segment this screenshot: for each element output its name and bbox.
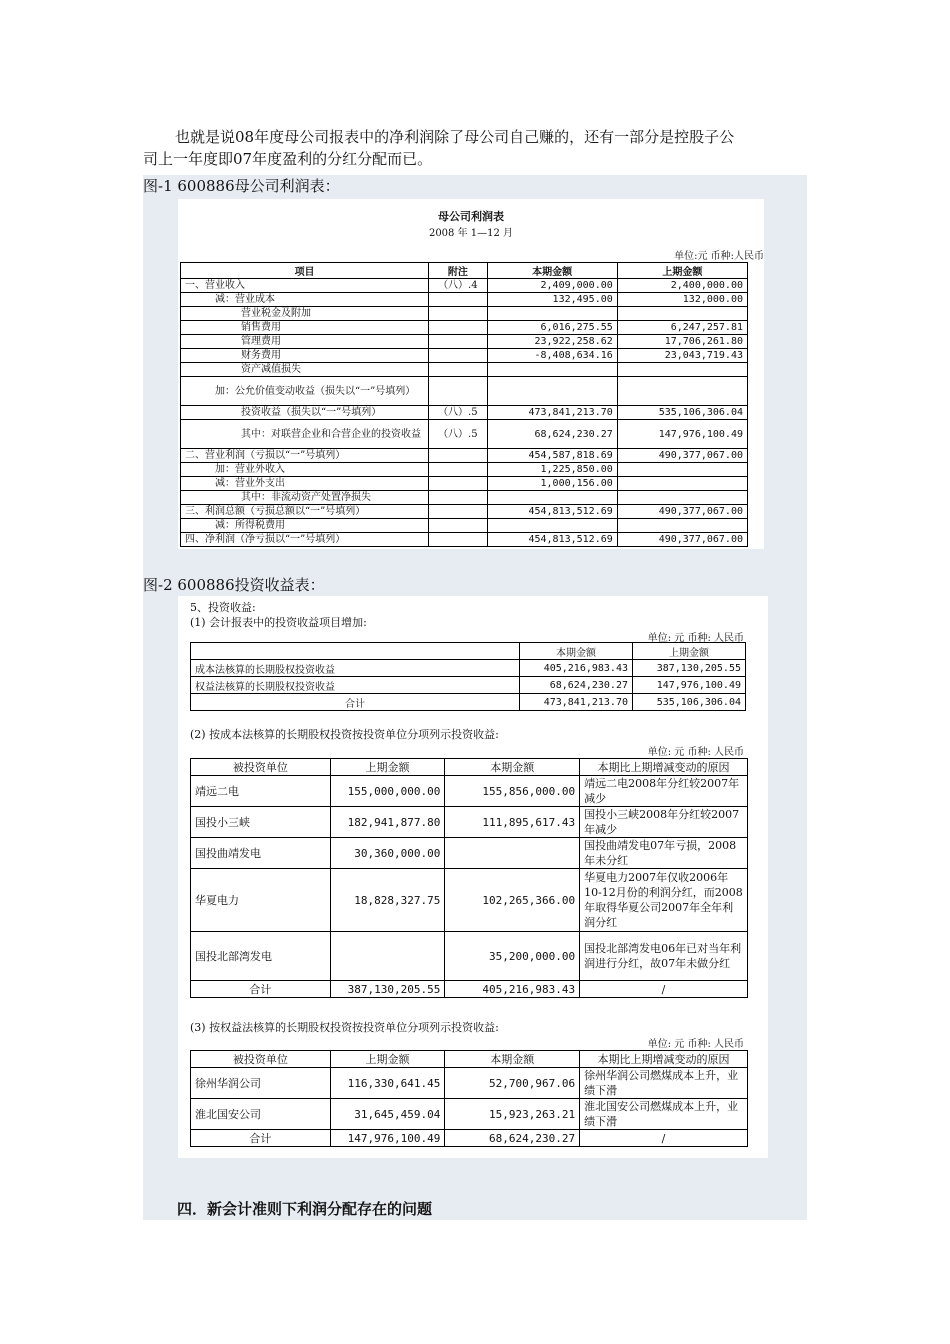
fig1-row-item: 营业税金及附加 [181, 307, 429, 321]
fig2-t2-col-reason: 本期比上期增减变动的原因 [580, 759, 748, 776]
fig2-s2-unit: 单位: 元 币种: 人民币 [647, 747, 744, 758]
t3-row [191, 1099, 748, 1130]
t3-row-name: 淮北国安公司 [191, 1099, 331, 1130]
fig1-row-item: 财务费用 [181, 349, 429, 363]
fig1-row [181, 420, 748, 449]
t3-row-reason: 徐州华润公司燃煤成本上升，业绩下滑 [580, 1068, 748, 1099]
t2-row [191, 776, 748, 807]
fig2-t1-row-previous: 535,106,306.04 [633, 694, 746, 711]
fig1-row-previous: 2,400,000.00 [617, 279, 747, 293]
fig1-row-note [429, 349, 487, 363]
t2-row-previous: 387,130,205.55 [330, 981, 445, 998]
fig1-col-note: 附注 [429, 263, 487, 279]
fig1-row-current: 2,409,000.00 [487, 279, 617, 293]
t2-row-current [445, 838, 580, 869]
fig1-row-current: 132,495.00 [487, 293, 617, 307]
fig1-row-current [487, 491, 617, 505]
fig1-row-previous: 132,000.00 [617, 293, 747, 307]
fig1-income-statement [178, 199, 764, 549]
t2-row-reason: 华夏电力2007年仅收2006年10-12月份的利润分红，而2008年取得华夏公司2007年全年利润分红 [580, 869, 748, 932]
t3-row-reason: 淮北国安公司燃煤成本上升，业绩下滑 [580, 1099, 748, 1130]
fig2-t1-row-name: 权益法核算的长期股权投资收益 [191, 677, 520, 694]
fig1-row-current: 454,813,512.69 [487, 505, 617, 519]
t2-row-name: 国投小三峡 [191, 807, 331, 838]
fig1-row-current: 1,000,156.00 [487, 477, 617, 491]
intro-paragraph [143, 126, 807, 170]
fig1-row-previous: 535,106,306.04 [617, 406, 747, 420]
fig2-t1-row-previous: 387,130,205.55 [633, 660, 746, 677]
fig1-caption: 图-1 600886母公司利润表： [143, 177, 340, 195]
fig1-row-previous [617, 307, 747, 321]
fig1-col-item: 项目 [181, 263, 429, 279]
fig1-row-note [429, 449, 487, 463]
fig1-row [181, 533, 748, 547]
fig1-row-previous: 147,976,100.49 [617, 420, 747, 449]
fig1-row-item: 销售费用 [181, 321, 429, 335]
fig1-row-note [429, 321, 487, 335]
fig1-row-current [487, 307, 617, 321]
t3-row-current: 52,700,967.06 [445, 1068, 580, 1099]
section-4-heading: 四．新会计准则下利润分配存在的问题 [177, 1200, 433, 1218]
t2-row-previous: 18,828,327.75 [330, 869, 445, 932]
fig1-row-current: 6,016,275.55 [487, 321, 617, 335]
t2-row [191, 838, 748, 869]
fig1-row [181, 519, 748, 533]
t2-row-previous: 155,000,000.00 [330, 776, 445, 807]
fig2-t1-row-current: 68,624,230.27 [520, 677, 633, 694]
t2-row-reason: / [580, 981, 748, 998]
fig1-row-current: 23,922,258.62 [487, 335, 617, 349]
t3-row-reason: / [580, 1130, 748, 1147]
fig1-row-previous: 17,706,261.80 [617, 335, 747, 349]
fig1-row-previous: 23,043,719.43 [617, 349, 747, 363]
t3-row-current: 68,624,230.27 [445, 1130, 580, 1147]
fig1-row-item: 投资收益（损失以“一”号填列） [181, 406, 429, 420]
fig1-row-item: 四、净利润（净亏损以“一”号填列） [181, 533, 429, 547]
fig1-row-current: -8,408,634.16 [487, 349, 617, 363]
fig1-row-previous [617, 463, 747, 477]
fig1-row-item: 一、营业收入 [181, 279, 429, 293]
t2-row-current: 405,216,983.43 [445, 981, 580, 998]
fig2-t1-body [191, 660, 746, 711]
fig1-col-previous: 上期金额 [617, 263, 747, 279]
fig1-row-current [487, 519, 617, 533]
t2-row-reason: 国投小三峡2008年分红较2007年减少 [580, 807, 748, 838]
fig2-t1-row-current: 473,841,213.70 [520, 694, 633, 711]
fig1-row-previous [617, 491, 747, 505]
fig1-row-note [429, 463, 487, 477]
fig1-row [181, 335, 748, 349]
fig1-row [181, 477, 748, 491]
fig2-t3-body [191, 1068, 748, 1147]
fig1-row-current [487, 377, 617, 406]
t3-row-previous: 31,645,459.04 [330, 1099, 445, 1130]
fig2-t1-col-name [191, 643, 520, 660]
fig1-row [181, 505, 748, 519]
fig1-row-previous: 6,247,257.81 [617, 321, 747, 335]
fig1-row-note [429, 293, 487, 307]
fig2-t3-col-name: 被投资单位 [191, 1051, 331, 1068]
t3-row-current: 15,923,263.21 [445, 1099, 580, 1130]
intro-line-1: 也就是说08年度母公司报表中的净利润除了母公司自己赚的，还有一部分是控股子公 [175, 128, 735, 146]
fig1-row-item: 减：营业成本 [181, 293, 429, 307]
fig1-row-item: 加：营业外收入 [181, 463, 429, 477]
t3-row-previous: 116,330,641.45 [330, 1068, 445, 1099]
fig2-s1-title: (1) 会计报表中的投资收益项目增加: [190, 616, 367, 629]
fig1-row [181, 307, 748, 321]
fig1-row-previous: 490,377,067.00 [617, 449, 747, 463]
fig2-t3-col-current: 本期金额 [445, 1051, 580, 1068]
t2-row-name: 合计 [191, 981, 331, 998]
t3-row-name: 徐州华润公司 [191, 1068, 331, 1099]
t2-row-reason: 靖远二电2008年分红较2007年减少 [580, 776, 748, 807]
fig1-row-note [429, 307, 487, 321]
t2-row-current: 102,265,366.00 [445, 869, 580, 932]
fig2-t1-row-previous: 147,976,100.49 [633, 677, 746, 694]
fig1-row-item: 二、营业利润（亏损以“一”号填列） [181, 449, 429, 463]
fig1-row-current: 473,841,213.70 [487, 406, 617, 420]
fig2-t1-row-current: 405,216,983.43 [520, 660, 633, 677]
t2-row-name: 国投北部湾发电 [191, 932, 331, 981]
fig1-row-item: 其中：非流动资产处置净损失 [181, 491, 429, 505]
fig2-t2-body [191, 776, 748, 998]
fig1-row-item: 加：公允价值变动收益（损失以“一”号填列） [181, 377, 429, 406]
fig1-unit: 单位:元 币种:人民币 [674, 251, 764, 262]
fig1-row-current: 68,624,230.27 [487, 420, 617, 449]
fig2-table-3 [190, 1050, 748, 1147]
t2-row [191, 981, 748, 998]
fig1-row-note [429, 505, 487, 519]
fig2-s3-unit: 单位: 元 币种: 人民币 [647, 1039, 744, 1050]
fig1-row-item: 三、利润总额（亏损总额以“一”号填列） [181, 505, 429, 519]
fig2-t3-col-previous: 上期金额 [330, 1051, 445, 1068]
fig1-row [181, 463, 748, 477]
fig1-row-item: 减：营业外支出 [181, 477, 429, 491]
fig1-row-previous: 490,377,067.00 [617, 505, 747, 519]
t2-row-previous: 30,360,000.00 [330, 838, 445, 869]
fig2-section-title: 5、投资收益: [190, 601, 256, 614]
fig2-t2-col-current: 本期金额 [445, 759, 580, 776]
t2-row-previous: 182,941,877.80 [330, 807, 445, 838]
fig1-row-item: 其中：对联营企业和合营企业的投资收益 [181, 420, 429, 449]
fig1-row [181, 293, 748, 307]
fig1-period: 2008 年 1—12 月 [428, 228, 514, 239]
fig2-t1-row [191, 694, 746, 711]
t3-row [191, 1068, 748, 1099]
fig2-t2-col-previous: 上期金额 [330, 759, 445, 776]
fig2-t1-col-previous: 上期金额 [633, 643, 746, 660]
fig2-s3-title: (3) 按权益法核算的长期股权投资按投资单位分项列示投资收益: [190, 1021, 499, 1034]
fig2-t1-header-row [191, 643, 746, 660]
fig1-row-previous [617, 477, 747, 491]
fig1-row [181, 406, 748, 420]
t2-row-reason: 国投曲靖发电07年亏损，2008年未分红 [580, 838, 748, 869]
fig1-row [181, 279, 748, 293]
fig1-row-previous [617, 363, 747, 377]
fig1-col-current: 本期金额 [487, 263, 617, 279]
fig2-table-1 [190, 642, 746, 711]
t2-row-reason: 国投北部湾发电06年已对当年利润进行分红，故07年未做分红 [580, 932, 748, 981]
fig1-row [181, 321, 748, 335]
fig2-t1-row-name: 合计 [191, 694, 520, 711]
fig2-s2-title: (2) 按成本法核算的长期股权投资按投资单位分项列示投资收益: [190, 728, 499, 741]
fig1-table-body [181, 279, 748, 547]
fig1-row-note [429, 377, 487, 406]
t2-row [191, 807, 748, 838]
fig1-row-previous: 490,377,067.00 [617, 533, 747, 547]
fig2-t1-row-name: 成本法核算的长期股权投资收益 [191, 660, 520, 677]
fig2-investment-income [178, 596, 768, 1158]
fig1-row [181, 377, 748, 406]
fig2-t1-row [191, 677, 746, 694]
fig1-row-note [429, 477, 487, 491]
t2-row-name: 国投曲靖发电 [191, 838, 331, 869]
t2-row-current: 111,895,617.43 [445, 807, 580, 838]
t2-row-current: 155,856,000.00 [445, 776, 580, 807]
t2-row-current: 35,200,000.00 [445, 932, 580, 981]
fig1-row-previous [617, 519, 747, 533]
fig1-row [181, 491, 748, 505]
fig1-table [180, 262, 748, 547]
fig1-row-current: 1,225,850.00 [487, 463, 617, 477]
intro-line-2: 司上一年度即07年度盈利的分红分配而已。 [143, 150, 433, 168]
t3-row-previous: 147,976,100.49 [330, 1130, 445, 1147]
fig1-row-current: 454,587,818.69 [487, 449, 617, 463]
fig2-t2-header-row [191, 759, 748, 776]
fig1-title: 母公司利润表 [438, 210, 504, 223]
t3-row [191, 1130, 748, 1147]
t3-row-name: 合计 [191, 1130, 331, 1147]
fig1-row [181, 349, 748, 363]
fig1-row-note: （八）.5 [429, 406, 487, 420]
fig1-row-item: 资产减值损失 [181, 363, 429, 377]
fig1-row [181, 449, 748, 463]
fig1-row-current: 454,813,512.69 [487, 533, 617, 547]
fig2-table-2 [190, 758, 748, 998]
fig1-row-current [487, 363, 617, 377]
t2-row-name: 靖远二电 [191, 776, 331, 807]
fig1-row-item: 减：所得税费用 [181, 519, 429, 533]
fig1-row-note [429, 335, 487, 349]
t2-row-name: 华夏电力 [191, 869, 331, 932]
fig1-row-note [429, 519, 487, 533]
fig2-t3-col-reason: 本期比上期增减变动的原因 [580, 1051, 748, 1068]
t2-row-previous [330, 932, 445, 981]
fig1-row-note: （八）.5 [429, 420, 487, 449]
fig1-header-row [181, 263, 748, 279]
fig2-caption: 图-2 600886投资收益表： [143, 576, 325, 594]
fig1-row [181, 363, 748, 377]
fig2-t2-col-name: 被投资单位 [191, 759, 331, 776]
fig1-row-note [429, 491, 487, 505]
fig1-row-previous [617, 377, 747, 406]
t2-row [191, 869, 748, 932]
fig1-row-note: （八）.4 [429, 279, 487, 293]
fig1-row-note [429, 363, 487, 377]
t2-row [191, 932, 748, 981]
fig1-row-item: 管理费用 [181, 335, 429, 349]
fig2-t1-col-current: 本期金额 [520, 643, 633, 660]
fig2-t3-header-row [191, 1051, 748, 1068]
fig2-s1-unit: 单位: 元 币种: 人民币 [647, 633, 744, 644]
fig1-row-note [429, 533, 487, 547]
fig2-t1-row [191, 660, 746, 677]
